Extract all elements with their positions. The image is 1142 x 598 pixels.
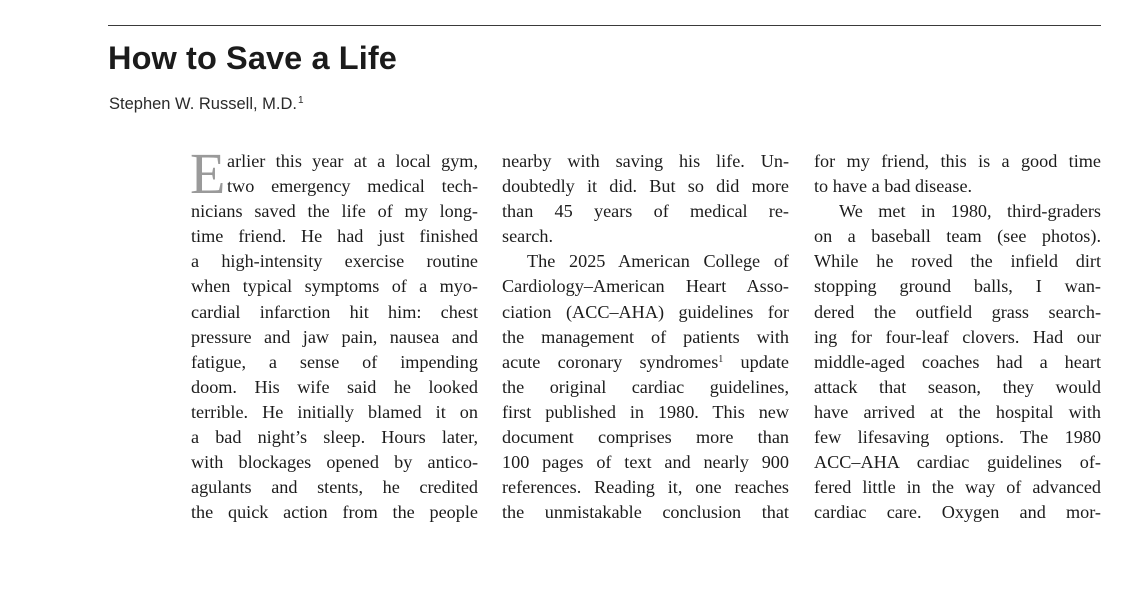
paragraph [814, 149, 1101, 199]
drop-cap: E [190, 141, 226, 206]
text-line: pressure and jaw pain, nausea and [191, 326, 478, 347]
text-line: references. Reading it, one reaches [502, 477, 789, 498]
text-segment: acute coronary syndromes [502, 351, 719, 372]
text-line: than 45 years of medical re- [502, 201, 789, 222]
body-column-3 [814, 149, 1101, 525]
text-line: ciation (ACC–AHA) guidelines for [502, 301, 789, 322]
text-line: document comprises more than [502, 427, 789, 448]
text-line: the quick action from the people [191, 502, 478, 523]
text-line: Cardiology–American Heart Asso- [502, 276, 789, 297]
text-line: time friend. He had just finished [191, 226, 478, 247]
text-line: a high-intensity exercise routine [191, 251, 478, 272]
text-line: have arrived at the hospital with [814, 401, 1101, 422]
text-line: with blockages opened by antico- [191, 452, 478, 473]
citation-marker: 1 [718, 353, 724, 365]
text-line: We met in 1980, third-graders [839, 201, 1101, 222]
text-line: fatigue, a sense of impending [191, 351, 478, 372]
text-line: the unmistakable conclusion that [502, 502, 789, 523]
author-name: Stephen W. Russell, M.D. [109, 95, 297, 113]
text-line: The 2025 American College of [527, 251, 789, 272]
text-line: While he roved the infield dirt [814, 251, 1101, 272]
text-line: 100 pages of text and nearly 900 [502, 452, 789, 473]
text-line: search. [502, 226, 553, 247]
author-footnote-marker: 1 [298, 95, 304, 106]
text-line: terrible. He initially blamed it on [191, 401, 478, 422]
body-column-1 [190, 141, 478, 525]
text-line: to have a bad disease. [814, 176, 973, 197]
text-line: stopping ground balls, I wan- [814, 276, 1101, 297]
text-line: for my friend, this is a good time [814, 151, 1101, 171]
text-line: ing for four-leaf clovers. Had our [814, 326, 1101, 347]
text-line: when typical symptoms of a myo- [191, 276, 478, 297]
text-line: two emergency medical tech- [227, 176, 478, 197]
top-rule [108, 25, 1101, 26]
text-segment: update [723, 351, 789, 372]
text-line: middle-aged coaches had a heart [814, 351, 1101, 372]
text-line: attack that season, they would [814, 376, 1101, 397]
text-line: nicians saved the life of my long- [191, 201, 478, 222]
text-line: fered little in the way of advanced [814, 477, 1101, 498]
text-line: first published in 1980. This new [502, 401, 789, 422]
paragraph [814, 199, 1101, 525]
article-title: How to Save a Life [108, 40, 397, 76]
author-byline [109, 95, 304, 114]
text-line: few lifesaving options. The 1980 [814, 427, 1101, 448]
text-line-with-citation [502, 350, 789, 375]
text-line: agulants and stents, he credited [191, 477, 478, 498]
paragraph [502, 149, 789, 249]
text-line: doom. His wife said he looked [191, 376, 478, 397]
text-line: arlier this year at a local gym, [227, 151, 478, 171]
text-line: a bad night’s sleep. Hours later, [191, 427, 478, 448]
text-line: on a baseball team (see photos). [814, 226, 1101, 247]
text-line: the original cardiac guidelines, [502, 376, 789, 397]
text-line: the management of patients with [502, 326, 789, 347]
text-line: dered the outfield grass search- [814, 301, 1101, 322]
text-line: nearby with saving his life. Un- [502, 151, 789, 171]
paragraph [502, 249, 789, 525]
body-column-2 [502, 149, 789, 525]
paragraph [190, 141, 478, 525]
text-line: cardiac care. Oxygen and mor- [814, 502, 1101, 523]
text-line: cardial infarction hit him: chest [191, 301, 478, 322]
text-line: doubtedly it did. But so did more [502, 176, 789, 197]
text-line: ACC–AHA cardiac guidelines of- [814, 452, 1101, 473]
